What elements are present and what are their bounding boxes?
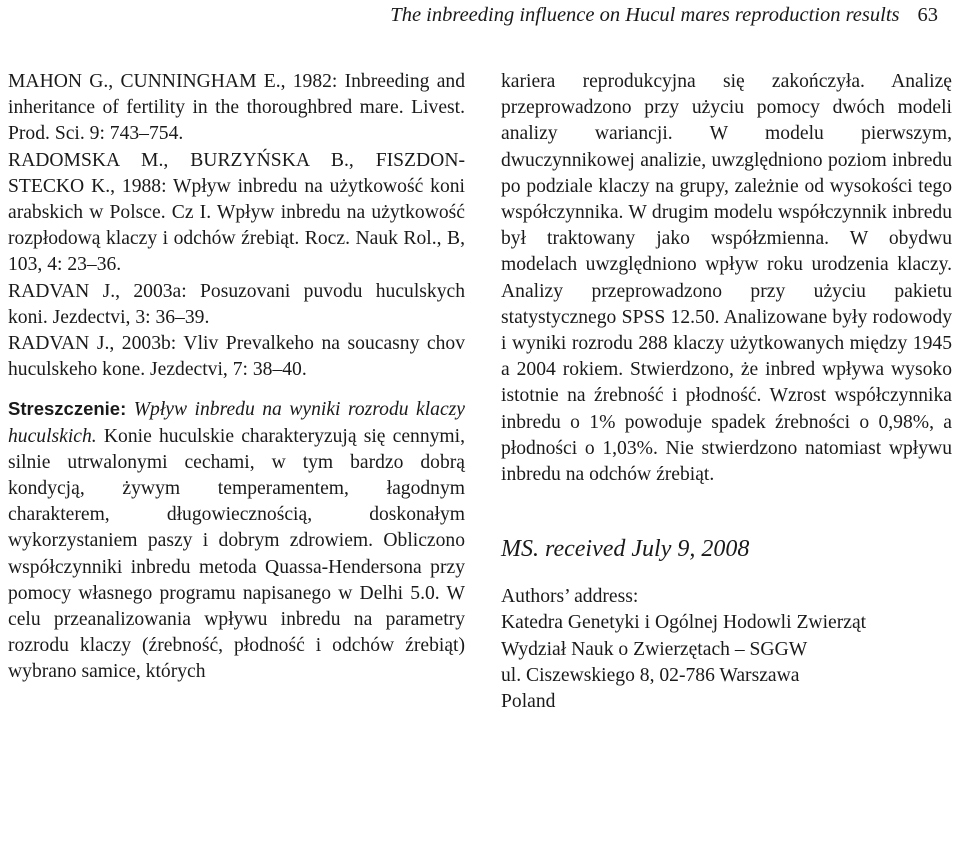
address-line: Katedra Genetyki i Ogólnej Hodowli Zwierząt bbox=[501, 612, 867, 634]
abstract-title: Wpływ inbredu na wyniki rozrodu klaczy huculskich. bbox=[8, 399, 465, 447]
address-line: ul. Ciszewskiego 8, 02-786 Warszawa bbox=[501, 664, 800, 686]
page-number: 63 bbox=[917, 4, 938, 26]
running-header bbox=[0, 2, 938, 28]
running-title: The inbreeding influence on Hucul mares reproduction results bbox=[390, 4, 900, 26]
reference-item: RADOMSKA M., BURZYŃSKA B., FISZDON-STECKO K., 1988: Wpływ inbredu na użytkowość koni arabskich w Polsce. Cz I. Wpływ inbredu na użytkowość rozpłodową klaczy i odchów źrebiąt. Rocz. Nauk Rol., B, 103, 4: 23–36. bbox=[8, 149, 465, 276]
reference-item: MAHON G., CUNNINGHAM E., 1982: Inbreeding and inheritance of fertility in the thoroughbred mare. Livest. Prod. Sci. 9: 743–754. bbox=[8, 71, 465, 145]
reference-item: RADVAN J., 2003a: Posuzovani puvodu huculskych koni. Jezdectvi, 3: 36–39. bbox=[8, 280, 465, 328]
received-date: MS. received July 9, 2008 bbox=[501, 536, 750, 563]
address-line: Wydział Nauk o Zwierzętach – SGGW bbox=[501, 638, 808, 660]
authors-address bbox=[501, 584, 952, 715]
reference-item: RADVAN J., 2003b: Vliv Prevalkeho na soucasny chov huculskeho kone. Jezdectvi, 7: 38–40. bbox=[8, 333, 465, 381]
abstract-label: Streszczenie: bbox=[8, 398, 127, 420]
reference-list bbox=[8, 69, 465, 383]
left-column bbox=[8, 69, 465, 686]
address-label: Authors’ address: bbox=[501, 586, 639, 608]
abstract-body-left: Konie huculskie charakteryzują się cennymi, silnie utrwalonymi cechami, w tym bardzo dobrą kondycją, żywym temperamentem, łagodnym charakterem, długowiecznością, doskonałym wykorzystaniem paszy i dobrym zdrowiem. Obliczono współczynniki inbredu metoda Quassa-Hendersona przy pomocy własnego programu napisanego w Delhi 5.0. W celu przeanalizowania wpływu inbredu na parametry rozrodu klaczy (źrebność, płodność i odchów źrebiąt) wybrano samice, których bbox=[8, 425, 465, 683]
abstract bbox=[8, 396, 465, 685]
right-column bbox=[501, 69, 952, 715]
address-line: Poland bbox=[501, 691, 556, 713]
abstract-body-right: kariera reprodukcyjna się zakończyła. Analizę przeprowadzono przy użyciu pomocy dwóch modeli analizy wariancji. W modelu pierwszym, dwuczynnikowej analizie, uwzględniono poziom inbredu po podziale klaczy na grupy, zależnie od wysokości tego współczynnika. W drugim modelu współczynnik inbredu był traktowany jako współzmienna. W obydwu modelach uwzględniono wpływ roku urodzenia klaczy. Analizy przeprowadzono przy użyciu pakietu statystycznego SPSS 12.50. Analizowane były rodowody i wyniki rozrodu 288 klaczy użytkowanych między 1945 a 2004 rokiem. Stwierdzono, że inbred wpływa wysoko istotnie na źrebność i płodność. Wzrost współczynnika inbredu o 1% powoduje spadek źrebności o 0,98%, a płodności o 1,03%. Nie stwierdzono natomiast wpływu inbredu na odchów źrebiąt. bbox=[501, 71, 952, 486]
